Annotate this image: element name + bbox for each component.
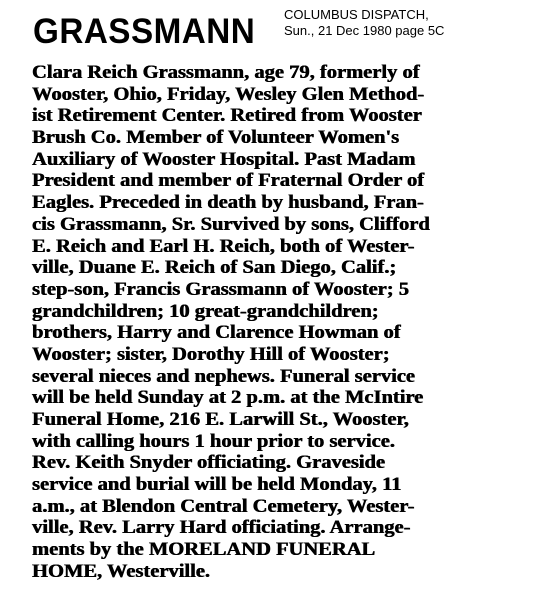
body-line: brothers, Harry and Clarence Howman of (32, 322, 401, 344)
source-citation (284, 7, 444, 39)
obituary-body (32, 62, 522, 583)
body-line: Wooster; sister, Dorothy Hill of Wooster; (32, 343, 390, 365)
body-line: ist Retirement Center. Retired from Wooster (32, 105, 422, 127)
body-line: Funeral Home, 216 E. Larwill St., Wooster, (32, 409, 409, 430)
body-line: grandchildren; 10 great-grandchildren; (32, 300, 379, 322)
body-line: service and burial will be held Monday, 11 (32, 474, 402, 496)
body-line: Clara Reich Grassmann, age 79, formerly of (32, 62, 420, 83)
source-line-newspaper: COLUMBUS DISPATCH, (284, 7, 429, 22)
body-line: several nieces and nephews. Funeral service (32, 365, 415, 387)
body-line: Wooster, Ohio, Friday, Wesley Glen Method- (32, 83, 425, 105)
body-line: cis Grassmann, Sr. Survived by sons, Clifford (32, 213, 430, 235)
body-line: E. Reich and Earl H. Reich, both of Wester- (32, 235, 415, 257)
body-line: a.m., at Blendon Central Cemetery, Wester- (32, 495, 415, 517)
body-line: Eagles. Preceded in death by husband, Fran- (32, 192, 424, 214)
body-line: ville, Duane E. Reich of San Diego, Calif.; (32, 257, 397, 279)
body-line: ments by the MORELAND FUNERAL (32, 539, 376, 561)
body-line: Auxiliary of Wooster Hospital. Past Madam (32, 148, 416, 170)
body-line: ville, Rev. Larry Hard officiating. Arrange- (32, 517, 411, 539)
body-line: with calling hours 1 hour prior to service. (32, 430, 395, 452)
source-line-date-page: Sun., 21 Dec 1980 page 5C (284, 23, 445, 38)
body-line: Brush Co. Member of Volunteer Women's (32, 127, 400, 149)
obituary-headline: GRASSMANN (33, 12, 256, 51)
body-line: will be held Sunday at 2 p.m. at the McIntire (32, 387, 424, 409)
body-line: HOME, Westerville. (32, 560, 210, 582)
body-line: President and member of Fraternal Order of (32, 170, 425, 192)
body-line: step-son, Francis Grassmann of Wooster; 5 (32, 278, 409, 300)
body-line: Rev. Keith Snyder officiating. Graveside (32, 452, 386, 474)
